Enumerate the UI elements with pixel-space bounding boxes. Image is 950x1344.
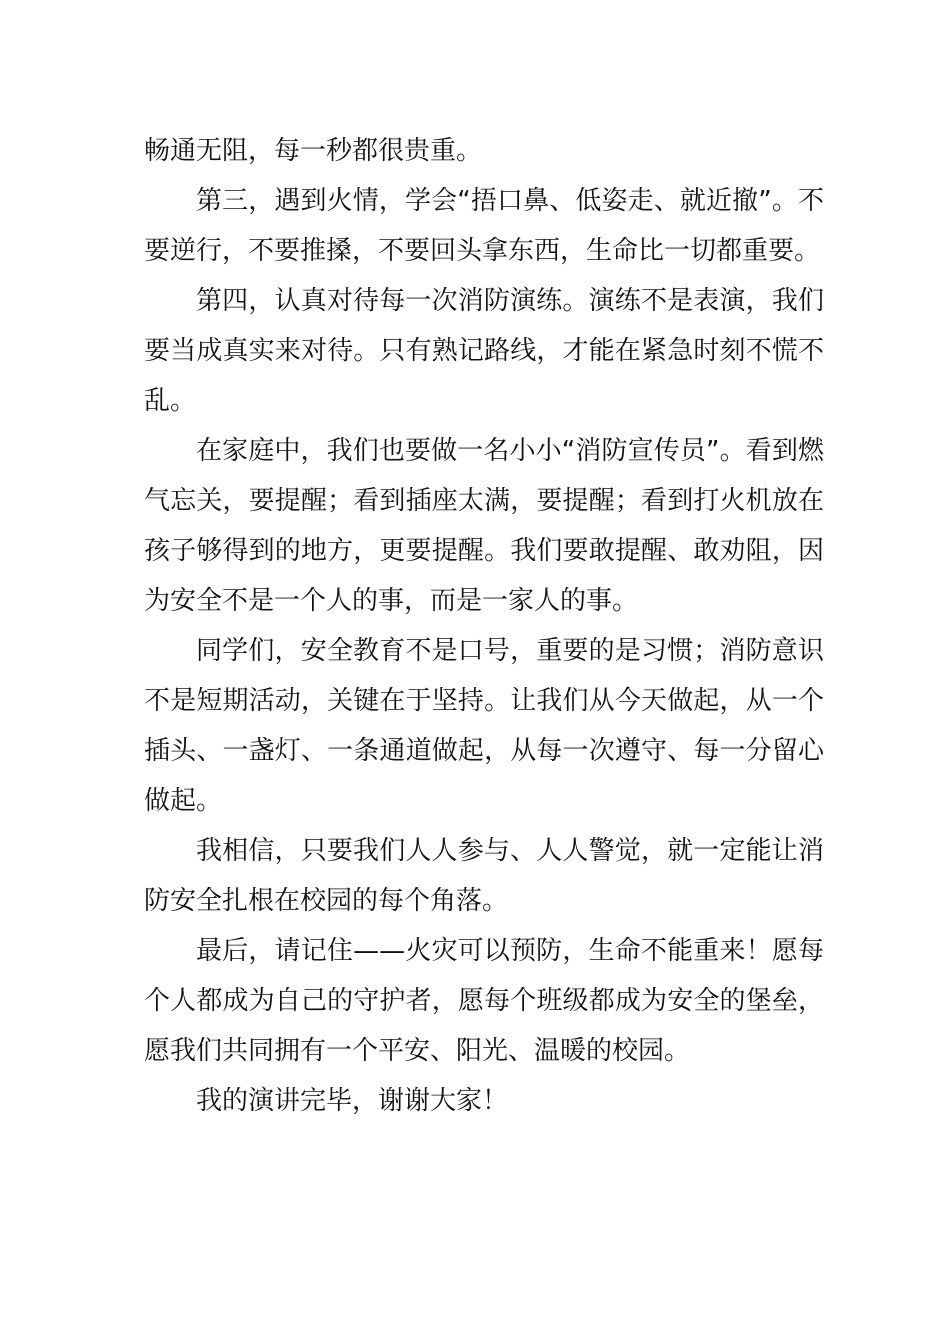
paragraph-4: 在家庭中，我们也要做一名小小“消防宣传员”。看到燃气忘关，要提醒；看到插座太满，要提醒；看到打火机放在孩子够得到的地方，更要提醒。我们要敢提醒、敢劝阻，因为安全不是一个人的事，而是一家人的事。 bbox=[144, 436, 824, 616]
paragraph-2: 第三，遇到火情，学会“捂口鼻、低姿走、就近撤”。不要逆行，不要推搡，不要回头拿东西，生命比一切都重要。 bbox=[144, 186, 824, 266]
document-body bbox=[144, 126, 824, 1126]
paragraph-8: 我的演讲完毕，谢谢大家！ bbox=[196, 1086, 509, 1116]
paragraph-1: 畅通无阻，每一秒都很贵重。 bbox=[144, 136, 483, 166]
paragraph-5: 同学们，安全教育不是口号，重要的是习惯；消防意识不是短期活动，关键在于坚持。让我们从今天做起，从一个插头、一盏灯、一条通道做起，从每一次遵守、每一分留心做起。 bbox=[144, 636, 824, 816]
paragraph-3: 第四，认真对待每一次消防演练。演练不是表演，我们要当成真实来对待。只有熟记路线，才能在紧急时刻不慌不乱。 bbox=[144, 286, 824, 416]
paragraph-6: 我相信，只要我们人人参与、人人警觉，就一定能让消防安全扎根在校园的每个角落。 bbox=[144, 836, 824, 916]
paragraph-7: 最后，请记住——火灾可以预防，生命不能重来！愿每个人都成为自己的守护者，愿每个班级都成为安全的堡垒，愿我们共同拥有一个平安、阳光、温暖的校园。 bbox=[144, 936, 824, 1066]
